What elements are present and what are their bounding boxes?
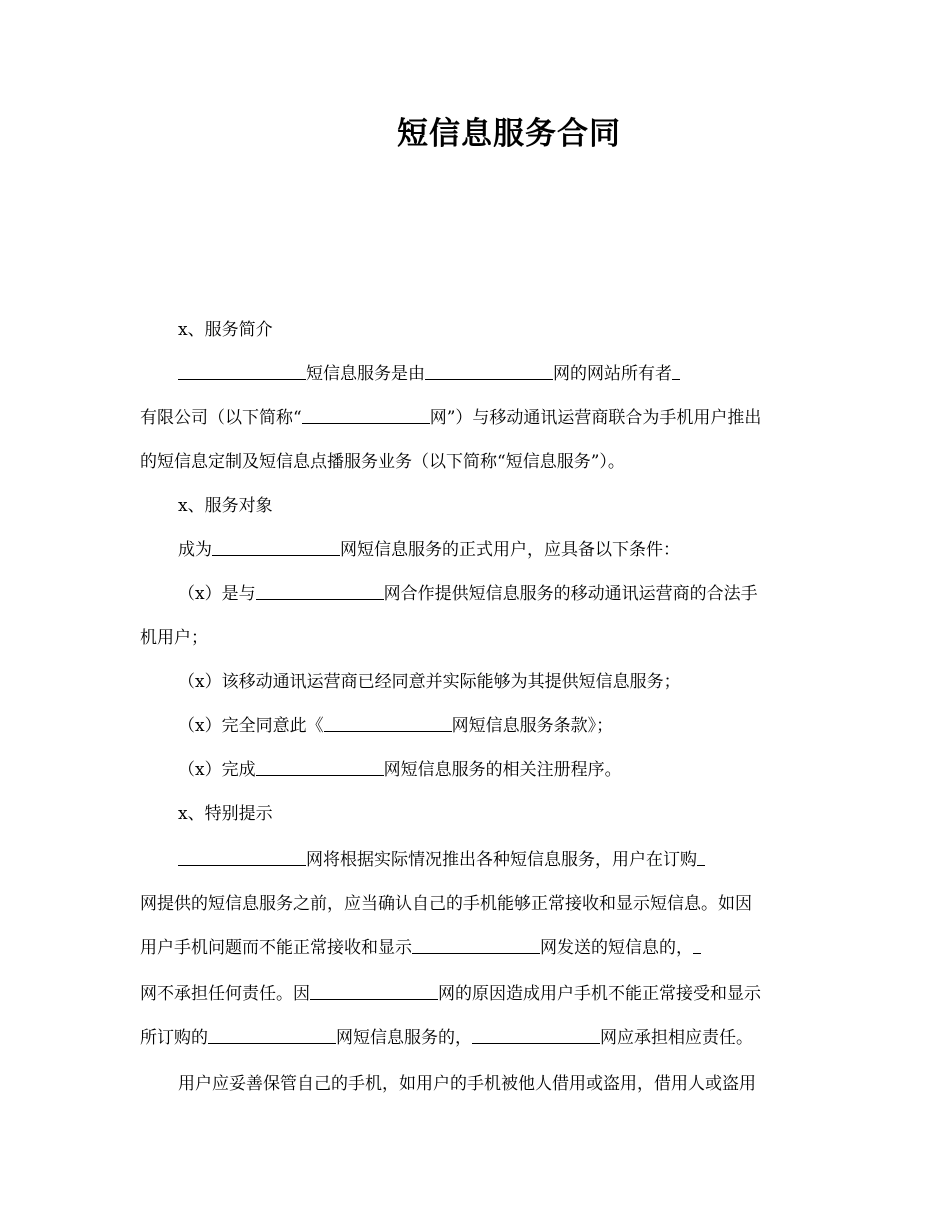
text-run: 网提供的短信息服务之前，应当确认自己的手机能够正常接收和显示短信息。如因 <box>140 894 752 914</box>
text-run: 网将根据实际情况推出各种短信息服务，用户在订购 <box>306 850 697 870</box>
fill-blank <box>256 759 384 776</box>
text-run: 网的网站所有者 <box>553 364 672 384</box>
fill-blank <box>178 849 306 866</box>
paragraph-line <box>178 538 858 562</box>
fill-blank <box>302 407 430 424</box>
text-run: 网发送的短信息的， <box>540 938 693 958</box>
text-run: （x）完成 <box>178 760 256 780</box>
fill-blank <box>212 539 340 556</box>
text-run: 有限公司（以下简称“ <box>140 408 302 428</box>
fill-blank <box>412 937 540 954</box>
fill-blank <box>425 363 553 380</box>
text-run: 网短信息服务的相关注册程序。 <box>383 760 622 780</box>
heading-text: x、服务对象 <box>178 496 273 516</box>
fill-blank <box>310 983 438 1000</box>
text-run: （x）完全同意此《 <box>178 716 324 736</box>
fill-blank <box>697 849 705 866</box>
fill-blank <box>178 363 306 380</box>
section-heading-service-intro <box>178 318 858 342</box>
paragraph-line <box>140 936 820 960</box>
paragraph-line <box>178 1072 858 1096</box>
section-heading-special-notice <box>178 802 858 826</box>
condition-line <box>140 626 820 650</box>
text-run: （x）是与 <box>178 584 256 604</box>
text-run: 用户手机问题而不能正常接收和显示 <box>140 938 412 958</box>
fill-blank <box>324 715 452 732</box>
fill-blank <box>256 583 384 600</box>
text-run: 成为 <box>178 540 212 560</box>
text-run: （x）该移动通讯运营商已经同意并实际能够为其提供短信息服务； <box>178 672 681 692</box>
paragraph-line <box>178 362 858 386</box>
text-run: 网短信息服务的正式用户，应具备以下条件： <box>340 540 680 560</box>
heading-text: x、特别提示 <box>178 804 273 824</box>
text-run: 机用户； <box>140 628 208 648</box>
text-run: 网的原因造成用户手机不能正常接受和显示 <box>438 984 761 1004</box>
paragraph-line <box>140 892 820 916</box>
condition-line <box>178 582 858 606</box>
fill-blank <box>208 1027 336 1044</box>
text-run: 用户应妥善保管自己的手机，如用户的手机被他人借用或盗用，借用人或盗用 <box>178 1074 756 1094</box>
fill-blank <box>472 1027 600 1044</box>
text-run: 网应承担相应责任。 <box>600 1028 753 1048</box>
text-run: 网不承担任何责任。因 <box>140 984 310 1004</box>
heading-text: x、服务简介 <box>178 320 273 340</box>
section-heading-service-target <box>178 494 858 518</box>
document-title: 短信息服务合同 <box>397 116 621 152</box>
text-run: 网短信息服务的， <box>336 1028 472 1048</box>
paragraph-line <box>140 450 820 474</box>
condition-line <box>178 758 858 782</box>
fill-blank <box>672 363 680 380</box>
paragraph-line <box>140 982 820 1006</box>
text-run: 的短信息定制及短信息点播服务业务（以下简称“短信息服务”）。 <box>140 452 625 472</box>
text-run: 短信息服务是由 <box>306 364 425 384</box>
condition-line <box>178 714 858 738</box>
text-run: 网短信息服务条款》； <box>451 716 614 736</box>
paragraph-line <box>178 848 858 872</box>
paragraph-line <box>140 406 820 430</box>
text-run: 网合作提供短信息服务的移动通讯运营商的合法手 <box>383 584 758 604</box>
text-run: 所订购的 <box>140 1028 208 1048</box>
condition-line <box>178 670 858 694</box>
fill-blank <box>693 937 701 954</box>
text-run: 网”）与移动通讯运营商联合为手机用户推出 <box>429 408 762 428</box>
paragraph-line <box>140 1026 820 1050</box>
